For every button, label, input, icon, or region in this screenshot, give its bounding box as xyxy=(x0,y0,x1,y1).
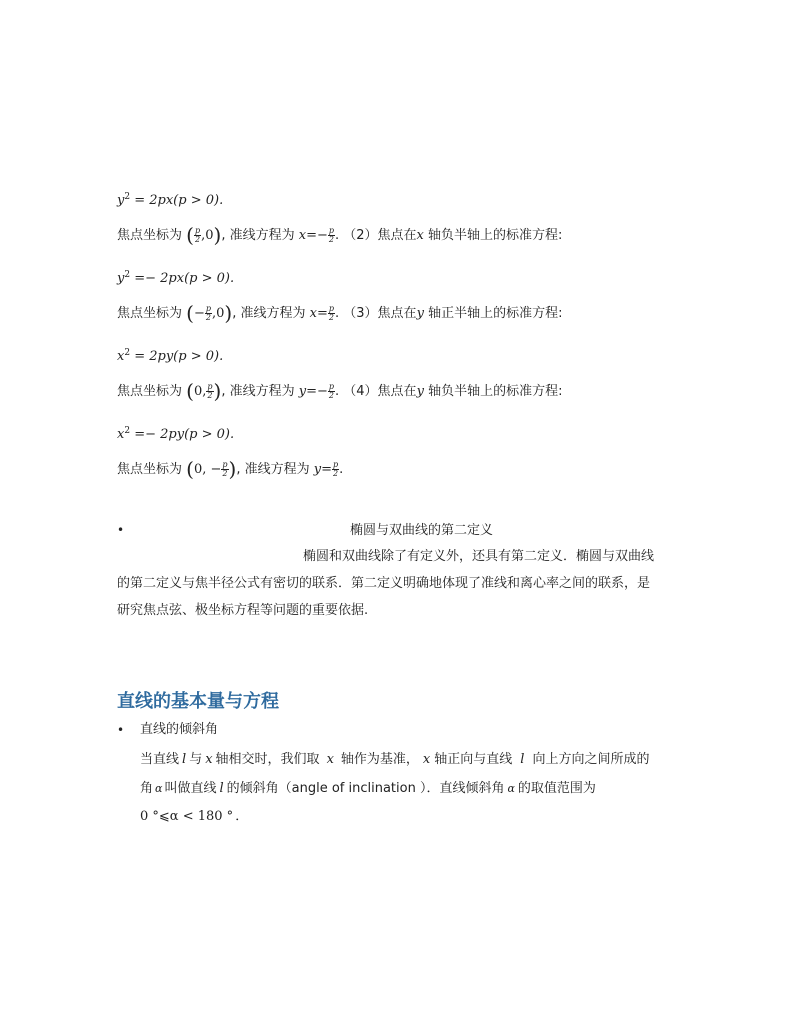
equation-negative-y: $x^2 =- 2py(p > 0)$. xyxy=(117,426,235,442)
focus-line-2: 焦点坐标为 (− $\frac{p}{2}$ ,0), 准线方程为 x= $\frac{p}{2}$ . （3）焦点在y 轴正半轴上的标准方程: xyxy=(117,301,563,325)
section-heading: 直线的基本量与方程 xyxy=(117,691,279,712)
focus-line-1: 焦点坐标为 ( $\frac{p}{2}$ ,0), 准线方程为 x=− $\frac{p}{2}$ . （2）焦点在x 轴负半轴上的标准方程: xyxy=(117,223,563,247)
paragraph-line: 研究焦点弦、极坐标方程等问题的重要依据. xyxy=(117,603,369,618)
subsection-title-inclination: 直线的倾斜角 xyxy=(140,722,219,737)
section-title-second-definition: 椭圆与双曲线的第二定义 xyxy=(350,523,494,538)
fraction: $\frac{p}{2}$ xyxy=(328,382,334,400)
inclination-range: 0 °⩽α < 180 ° ． xyxy=(140,809,249,824)
paragraph-line: 当直线 l 与 x 轴相交时，我们取 x 轴作为基准， x 轴正向与直线 l 向上方向之间所成的 xyxy=(140,752,650,767)
fraction: $\frac{p}{2}$ xyxy=(328,226,334,244)
equation-positive-y: $x^2 = 2py(p > 0)$. xyxy=(117,348,224,364)
fraction: $\frac{p}{2}$ xyxy=(205,304,211,322)
bullet-icon: • xyxy=(117,723,125,737)
fraction: $\frac{p}{2}$ xyxy=(333,460,339,478)
paragraph-line: 角 α 叫做直线 l 的倾斜角（angle of inclination ）．直线倾斜角 α 的取值范围为 xyxy=(140,781,596,796)
fraction: $\frac{p}{2}$ xyxy=(194,226,201,244)
focus-line-3: 焦点坐标为 (0, $\frac{p}{2}$ ), 准线方程为 y=− $\frac{p}{2}$ . （4）焦点在y 轴负半轴上的标准方程: xyxy=(117,379,563,403)
paragraph-line: 的第二定义与焦半径公式有密切的联系．第二定义明确地体现了准线和离心率之间的联系，是 xyxy=(117,576,651,591)
fraction: $\frac{p}{2}$ xyxy=(207,382,213,400)
equation-negative-x: $y^2 =- 2px(p > 0)$. xyxy=(117,270,235,286)
fraction: $\frac{p}{2}$ xyxy=(328,304,334,322)
paragraph-line: 椭圆和双曲线除了有定义外，还具有第二定义．椭圆与双曲线 xyxy=(303,549,655,564)
focus-line-4: 焦点坐标为 (0, − $\frac{p}{2}$ ), 准线方程为 y= $\frac{p}{2}$ . xyxy=(117,457,344,481)
bullet-icon: • xyxy=(117,523,125,537)
fraction: $\frac{p}{2}$ xyxy=(222,460,228,478)
equation-positive-x: $y^2 = 2px(p > 0)$. xyxy=(117,192,224,208)
